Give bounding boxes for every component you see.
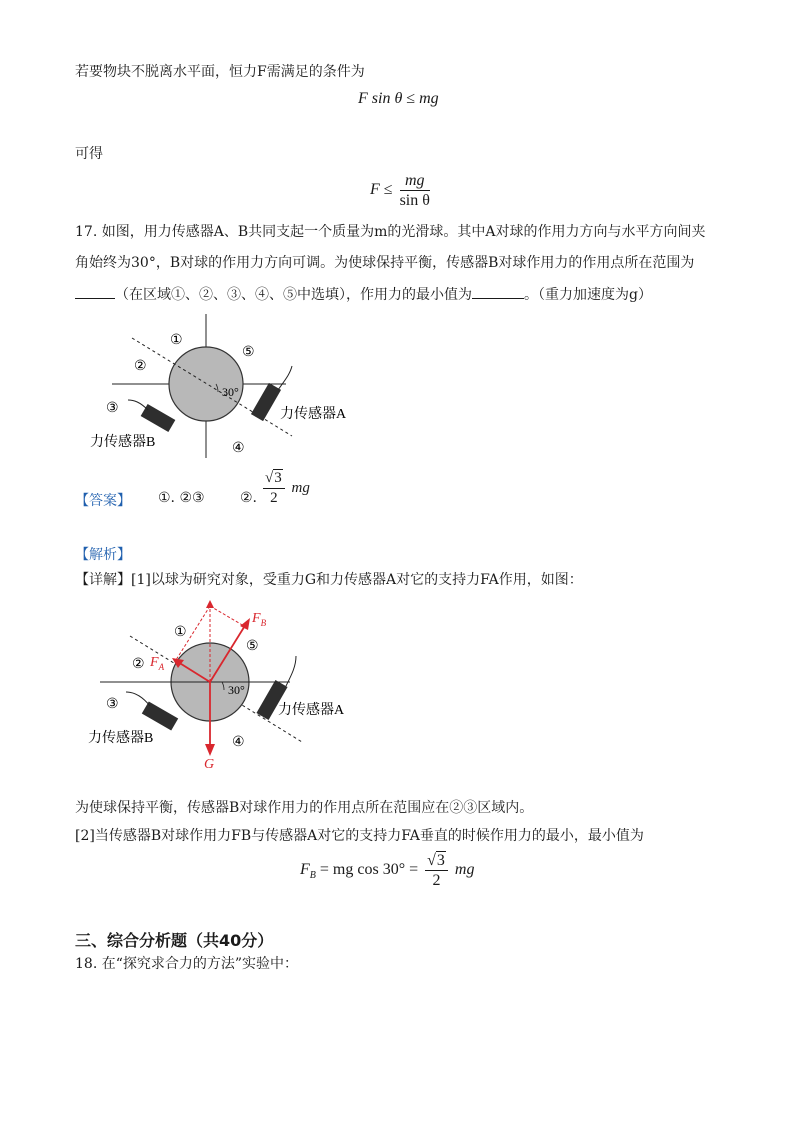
eq2-denominator: sin θ (399, 192, 430, 209)
figure-solution (80, 596, 370, 776)
text-condition: 若要物块不脱离水平面，恒力F需满足的条件为 (75, 64, 365, 80)
eq1-text: F sin θ ≤ mg (358, 90, 439, 107)
angle-label: 30° (228, 683, 245, 697)
eq2-fraction (400, 172, 430, 209)
region-4: ④ (232, 441, 245, 456)
eq3-fraction (425, 852, 448, 889)
eq3-middle: = mg cos 30° = (319, 861, 419, 879)
label-FB: $F_B$ (252, 611, 267, 628)
answer-blank-1[interactable] (75, 284, 115, 299)
q17-line3-text2: 。（重力加速度为g） (524, 287, 652, 303)
region-1: ① (174, 625, 187, 640)
region-5: ⑤ (242, 345, 255, 360)
answer-2-value (260, 470, 310, 507)
eq2-le: ≤ (383, 181, 393, 199)
detail-text: 【详解】[1]以球为研究对象，受重力G和力传感器A对它的支持力FA作用，如图： (75, 572, 583, 588)
eq2-numerator: mg (400, 172, 430, 191)
q18-text: 18. 在“探究求合力的方法”实验中： (75, 956, 299, 972)
q17-line3 (75, 284, 652, 305)
force-G-arrowhead (205, 744, 215, 756)
label-G: G (204, 757, 215, 772)
text-therefore: 可得 (75, 146, 103, 162)
equation-minimum (300, 852, 474, 889)
sensor-b-label: 力传感器B (90, 435, 156, 450)
resultant-arrowhead (206, 600, 214, 608)
analysis-label: 【解析】 (75, 547, 131, 563)
angle-label: 30° (222, 385, 239, 399)
q17-line2: 角始终为30°，B对球的作用力方向可调。为使球保持平衡，传感器B对球作用力的作用点所在范围为 (75, 255, 695, 271)
eq3-numerator: √3 (425, 852, 448, 871)
figure-problem (90, 308, 347, 468)
region-5: ⑤ (246, 639, 259, 654)
region-4: ④ (232, 735, 245, 750)
answer-mg: mg (291, 479, 310, 496)
eq3-denominator: 2 (432, 872, 441, 889)
region-2: ② (134, 359, 147, 374)
section-heading: 三、综合分析题（共40分） (75, 931, 274, 950)
sensor-a-label: 力传感器A (278, 703, 345, 718)
sensor-a-label: 力传感器A (280, 407, 347, 422)
sensor-b-label: 力传感器B (88, 731, 154, 746)
parallel-dashed-2 (210, 606, 244, 626)
sensor-b (142, 701, 178, 730)
equation-condition (358, 90, 439, 108)
sensor-b-cable (126, 692, 150, 706)
answer-blank-2[interactable] (472, 284, 524, 299)
equation-result (370, 172, 433, 209)
region-3: ③ (106, 697, 119, 712)
sensor-b-cable (128, 400, 148, 410)
eq2-F: F (370, 181, 380, 199)
q17-line3-text1: （在区域①、②、③、④、⑤中选填），作用力的最小值为 (115, 287, 472, 303)
sensor-a (251, 383, 281, 421)
q17-line1: 17. 如图，用力传感器A、B共同支起一个质量为m的光滑球。其中A对球的作用力方向与水平方向间夹 (75, 224, 706, 240)
answer-label: 【答案】 (75, 493, 131, 509)
conclusion-1: 为使球保持平衡，传感器B对球作用力的作用点所在范围应在②③区域内。 (75, 800, 534, 816)
answer-2-label: ②. (240, 490, 258, 506)
ball (169, 347, 243, 421)
sensor-a-cable (278, 366, 292, 390)
answer-denominator: 2 (270, 490, 278, 506)
answer-numerator: √3 (263, 470, 285, 489)
answer-fraction (263, 470, 285, 507)
region-1: ① (170, 333, 183, 348)
eq3-mg: mg (454, 861, 475, 879)
label-FA: $F_A$ (150, 655, 165, 672)
answer-1: ①. ②③ (158, 490, 205, 506)
region-2: ② (132, 657, 145, 672)
eq3-F: $F_B$ (300, 861, 316, 882)
conclusion-2: [2]当传感器B对球作用力FB与传感器A对它的支持力FA垂直的时候作用力的最小，最小值为 (75, 828, 644, 844)
region-3: ③ (106, 401, 119, 416)
